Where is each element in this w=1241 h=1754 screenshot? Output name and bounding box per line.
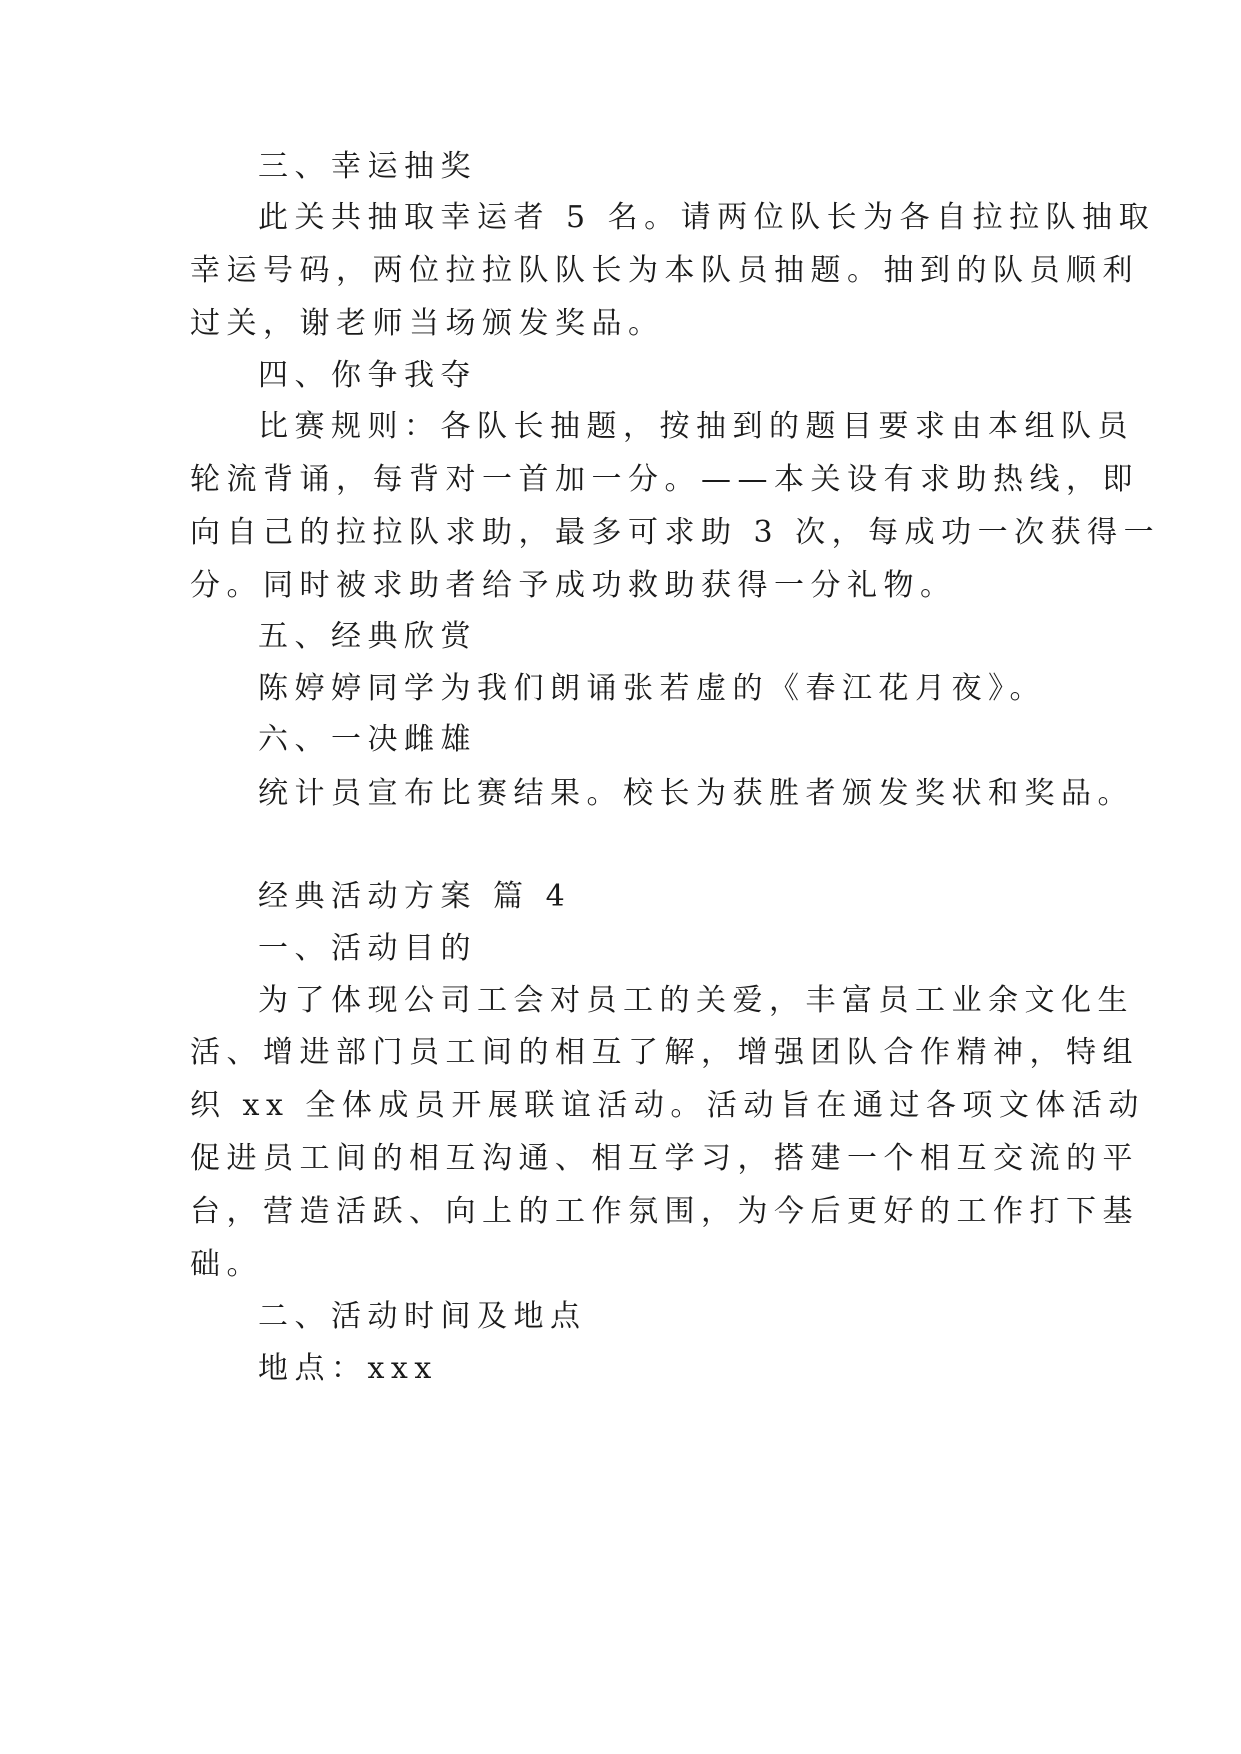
paragraph-line: 分。同时被求助者给予成功救助获得一分礼物。 <box>190 568 957 603</box>
paragraph-line: 础。 <box>190 1247 263 1282</box>
paragraph-line: 此关共抽取幸运者 5 名。请两位队长为各自拉拉队抽取 <box>258 200 1156 235</box>
section-heading-purpose: 一、活动目的 <box>258 931 477 966</box>
paragraph-line: 台，营造活跃、向上的工作氛围，为今后更好的工作打下基 <box>190 1194 1139 1229</box>
paragraph-line: 过关，谢老师当场颁发奖品。 <box>190 306 665 341</box>
paragraph-line: 陈婷婷同学为我们朗诵张若虚的《春江花月夜》。 <box>258 671 1046 706</box>
paragraph-line: 为了体现公司工会对员工的关爱，丰富员工业余文化生 <box>258 983 1134 1018</box>
paragraph-line: 织 xx 全体成员开展联谊活动。活动旨在通过各项文体活动 <box>190 1088 1145 1123</box>
paragraph-line: 统计员宣布比赛结果。校长为获胜者颁发奖状和奖品。 <box>258 776 1134 811</box>
section-heading-lucky-draw: 三、幸运抽奖 <box>258 149 477 184</box>
paragraph-line: 幸运号码，两位拉拉队队长为本队员抽题。抽到的队员顺利 <box>190 253 1139 288</box>
section-heading-time-place: 二、活动时间及地点 <box>258 1299 587 1334</box>
paragraph-line: 比赛规则：各队长抽题，按抽到的题目要求由本组队员 <box>258 409 1134 444</box>
paragraph-line: 轮流背诵，每背对一首加一分。——本关设有求助热线，即 <box>190 462 1139 497</box>
section-heading-compete: 四、你争我夺 <box>258 358 477 393</box>
paragraph-line: 促进员工间的相互沟通、相互学习，搭建一个相互交流的平 <box>190 1141 1139 1176</box>
section-heading-classic-appreciation: 五、经典欣赏 <box>258 619 477 654</box>
article-title: 经典活动方案 篇 4 <box>258 879 572 914</box>
paragraph-line: 活、增进部门员工间的相互了解，增强团队合作精神，特组 <box>190 1035 1139 1070</box>
section-heading-final-showdown: 六、一决雌雄 <box>258 722 477 757</box>
place-line: 地点：xxx <box>258 1351 438 1386</box>
paragraph-line: 向自己的拉拉队求助，最多可求助 3 次，每成功一次获得一 <box>190 515 1161 550</box>
